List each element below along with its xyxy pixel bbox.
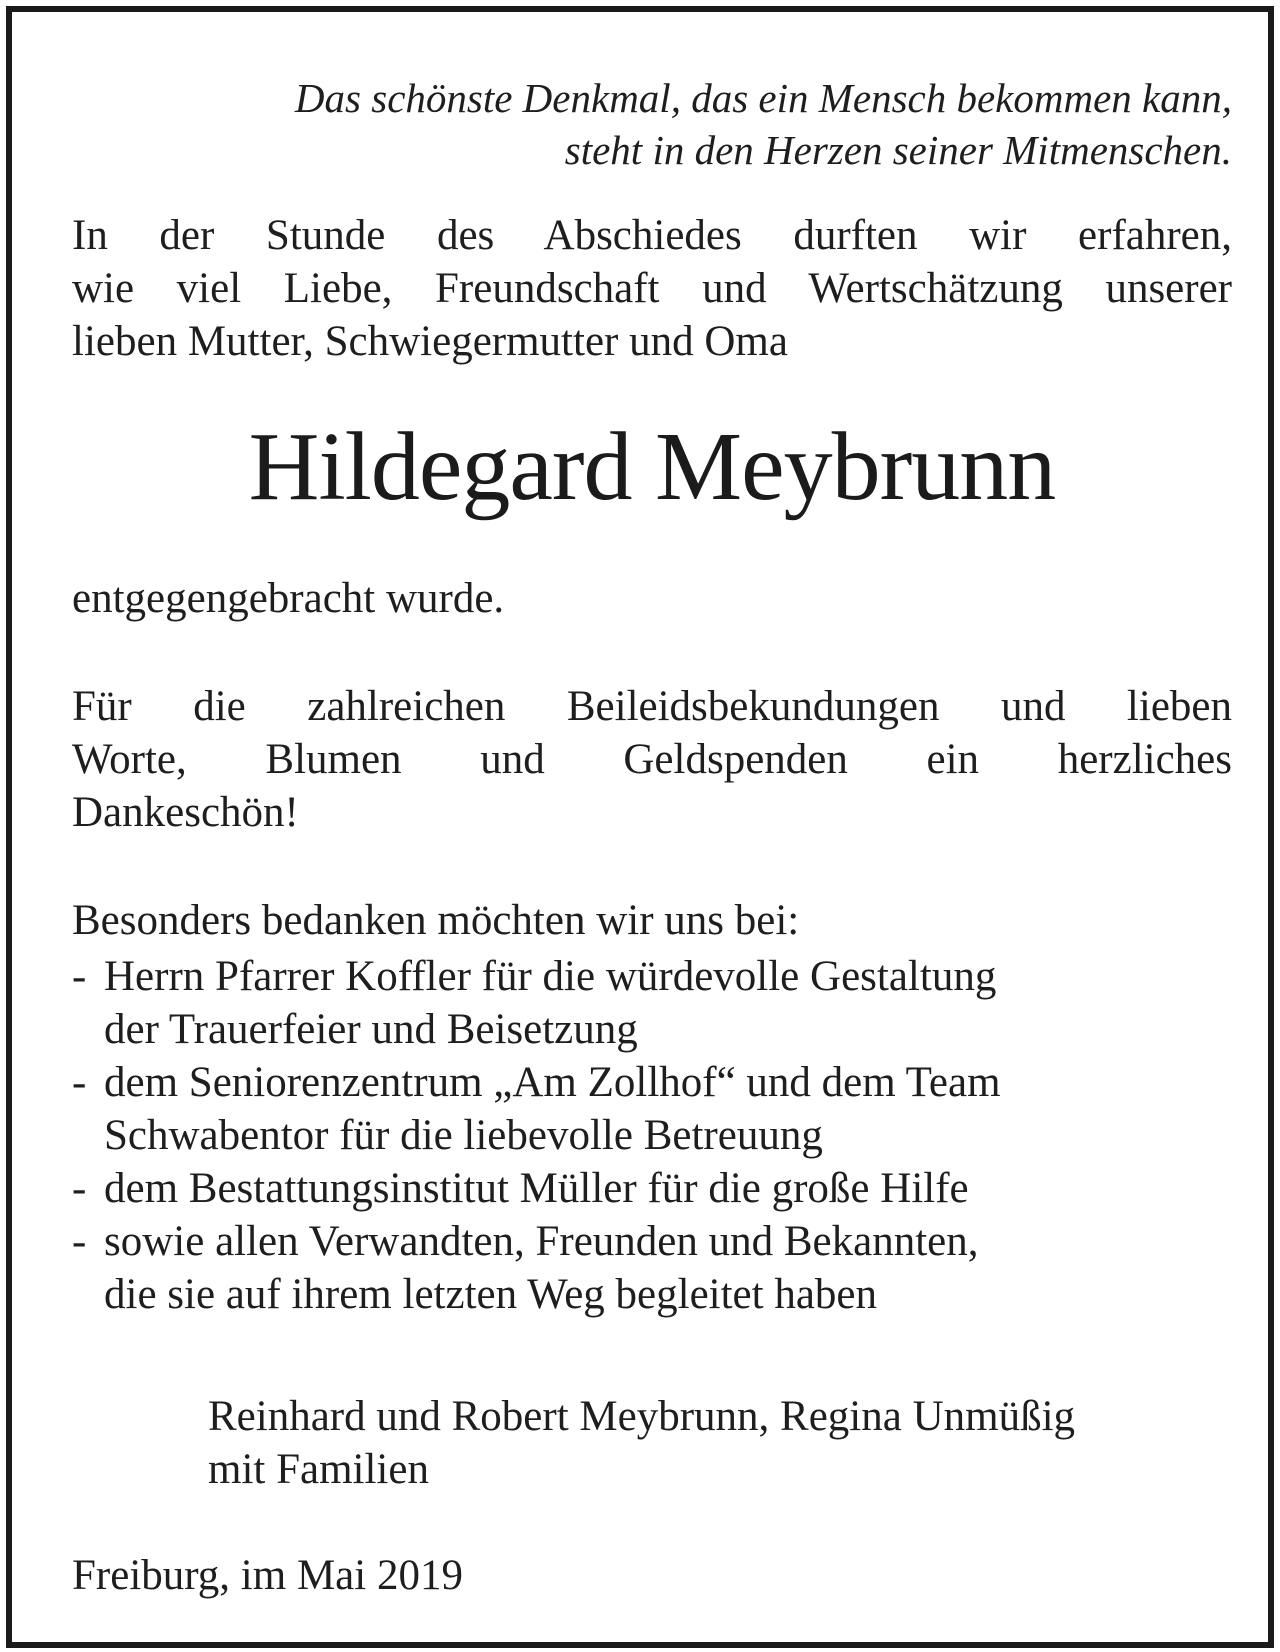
intro-line: wie viel Liebe, Freundschaft und Wertschätzung unserer — [72, 265, 1232, 312]
motto-line: Das schönste Denkmal, das ein Mensch bekommen kann, — [294, 75, 1232, 121]
signers-line: Reinhard und Robert Meybrunn, Regina Unmüßig — [208, 1393, 1076, 1440]
list-item-line: sowie allen Verwandten, Freunden und Bekannten, — [104, 1218, 979, 1265]
bullet-dash: - — [72, 1218, 87, 1265]
place-date: Freiburg, im Mai 2019 — [72, 1552, 463, 1599]
special-thanks-intro: Besonders bedanken möchten wir uns bei: — [72, 897, 800, 944]
list-item-line: dem Seniorenzentrum „Am Zollhof“ und dem Team — [104, 1059, 1001, 1106]
thanks-line: Worte, Blumen und Geldspenden ein herzliches — [72, 736, 1232, 783]
list-item — [72, 1056, 1232, 1162]
thanks-line: Dankeschön! — [72, 789, 299, 836]
signers — [208, 1390, 1232, 1496]
list-item-line: Herrn Pfarrer Koffler für die würdevolle Gestaltung — [104, 953, 997, 1000]
intro-line: lieben Mutter, Schwiegermutter und Oma — [72, 318, 788, 365]
list-item-line: Schwabentor für die liebevolle Betreuung — [104, 1112, 823, 1159]
special-thanks-list — [72, 950, 1232, 1321]
bullet-dash: - — [72, 953, 87, 1000]
bullet-dash: - — [72, 1165, 87, 1212]
list-item-line: dem Bestattungsinstitut Müller für die große Hilfe — [104, 1165, 969, 1212]
thanks-paragraph — [72, 680, 1232, 839]
list-item-line: die sie auf ihrem letzten Weg begleitet haben — [104, 1271, 878, 1318]
list-item — [72, 1162, 1232, 1215]
intro-paragraph — [72, 209, 1232, 368]
thanks-line: Für die zahlreichen Beileidsbekundungen und lieben — [72, 683, 1232, 730]
after-name-text: entgegengebracht wurde. — [72, 575, 505, 622]
notice-frame — [6, 6, 1274, 1648]
motto-quote — [72, 72, 1232, 176]
list-item — [72, 950, 1232, 1056]
list-item — [72, 1215, 1232, 1321]
deceased-name: Hildegard Meybrunn — [248, 413, 1056, 521]
list-item-line: der Trauerfeier und Beisetzung — [104, 1006, 638, 1053]
motto-line: steht in den Herzen seiner Mitmenschen. — [564, 127, 1232, 173]
signers-line: mit Familien — [208, 1446, 429, 1493]
bullet-dash: - — [72, 1059, 87, 1106]
intro-line: In der Stunde des Abschiedes durften wir erfahren, — [72, 212, 1232, 259]
